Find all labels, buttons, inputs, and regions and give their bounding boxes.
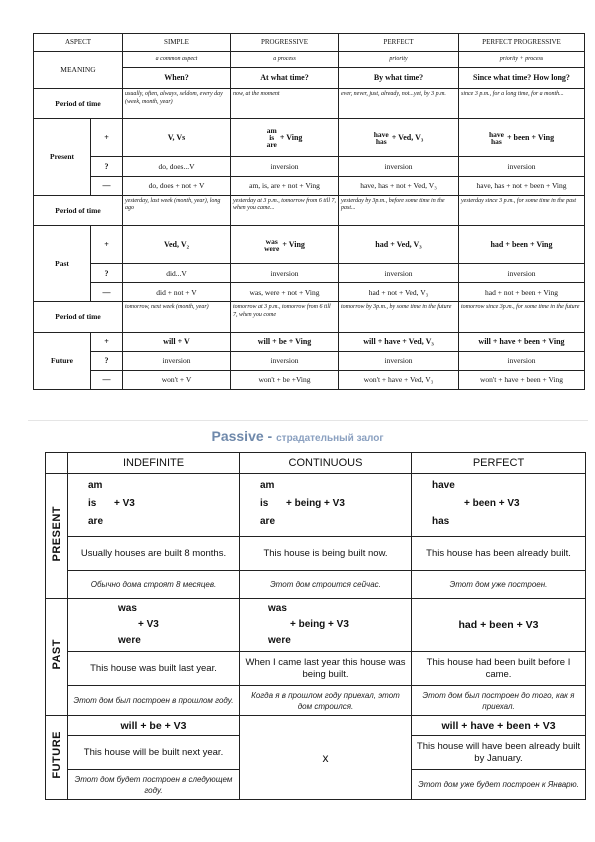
time-markers: yesterday by 3p.m., before some time in the past...: [339, 195, 459, 225]
question-form: inversion: [459, 264, 585, 283]
example-sentence: Usually houses are built 8 months.: [68, 537, 240, 571]
example-sentence: This house is being built now.: [240, 537, 412, 571]
future-perfect-formula: will + have + been + V3: [412, 716, 586, 736]
negative-form: won't + be +Ving: [231, 370, 339, 389]
negative-form: have, has + not + Ved, V₃: [339, 176, 459, 195]
header-continuous: CONTINUOUS: [240, 453, 412, 474]
tense-label-past: Past: [34, 225, 91, 301]
future-progressive-formula: will + be + Ving: [231, 332, 339, 351]
question-form: inversion: [339, 264, 459, 283]
example-sentence: This house will have been already built by January.: [412, 736, 586, 770]
corner-cell: [46, 453, 68, 474]
meaning-question: When?: [123, 67, 231, 88]
question-form: inversion: [459, 157, 585, 176]
meaning-question: By what time?: [339, 67, 459, 88]
negative-form: won't + V: [123, 370, 231, 389]
tense-label-future: FUTURE: [46, 716, 68, 800]
translation: Этот дом уже построен.: [412, 571, 586, 599]
negative-form: do, does + not + V: [123, 176, 231, 195]
header-perfect: PERFECT: [412, 453, 586, 474]
section-divider: [28, 420, 588, 421]
negative-form: was, were + not + Ving: [231, 283, 339, 302]
period-of-time-label: Period of time: [34, 195, 123, 225]
translation: Этот дом был построен до того, как я приехал.: [412, 686, 586, 716]
present-perfect-progressive-formula: have has + been + Ving: [459, 119, 585, 157]
example-sentence: When I came last year this house was being built.: [240, 652, 412, 686]
header-aspect: ASPECT: [34, 34, 123, 52]
header-perfect-progressive: PERFECT PROGRESSIVE: [459, 34, 585, 52]
sign-question: ?: [91, 351, 123, 370]
meaning-question: At what time?: [231, 67, 339, 88]
passive-title-en: Passive: [211, 428, 264, 444]
present-perfect-formula: have has + Ved, V₃: [339, 119, 459, 157]
past-simple-formula: Ved, V₂: [123, 225, 231, 263]
tense-label-future: Future: [34, 332, 91, 389]
time-markers: usually, often, always, seldom, every day (week, month, year): [123, 89, 231, 119]
past-indefinite-formula: was + V3 were: [68, 599, 240, 652]
meaning-question: Since what time? How long?: [459, 67, 585, 88]
sign-negative: —: [91, 176, 123, 195]
example-sentence: This house has been already built.: [412, 537, 586, 571]
question-form: inversion: [231, 157, 339, 176]
tense-label-present: PRESENT: [46, 474, 68, 599]
question-form: inversion: [231, 264, 339, 283]
header-simple: SIMPLE: [123, 34, 231, 52]
sign-affirmative: +: [91, 332, 123, 351]
passive-voice-table: [45, 452, 586, 800]
time-markers: tomorrow, next week (month, year): [123, 302, 231, 332]
past-perfect-formula: had + been + V3: [412, 599, 586, 652]
sign-affirmative: +: [91, 225, 123, 263]
translation: Обычно дома строят 8 месяцев.: [68, 571, 240, 599]
time-markers: ever, never, just, already, not...yet, by 3 p.m.: [339, 89, 459, 119]
sign-negative: —: [91, 370, 123, 389]
header-progressive: PROGRESSIVE: [231, 34, 339, 52]
question-form: did...V: [123, 264, 231, 283]
time-markers: since 3 p.m., for a long time, for a month...: [459, 89, 585, 119]
future-perfect-progressive-formula: will + have + been + Ving: [459, 332, 585, 351]
time-markers: yesterday at 3 p.m., tomorrow from 6 till 7, when you came...: [231, 195, 339, 225]
question-form: inversion: [339, 351, 459, 370]
meaning-label: MEANING: [34, 51, 123, 88]
meaning-note: priority + process: [459, 51, 585, 67]
translation: Этот дом будет построен в следующем году.: [68, 770, 240, 800]
time-markers: yesterday since 3 p.m., for some time in the past: [459, 195, 585, 225]
negative-form: did + not + V: [123, 283, 231, 302]
header-indefinite: INDEFINITE: [68, 453, 240, 474]
time-markers: yesterday, last week (month, year), long ago: [123, 195, 231, 225]
past-continuous-formula: was + being + V3 were: [240, 599, 412, 652]
active-tenses-table: [33, 33, 585, 390]
header-perfect: PERFECT: [339, 34, 459, 52]
question-form: inversion: [231, 351, 339, 370]
tense-label-past: PAST: [46, 599, 68, 716]
present-indefinite-formula: am is are + V3: [68, 474, 240, 537]
translation: Этот дом был построен в прошлом году.: [68, 686, 240, 716]
passive-title-separator: -: [263, 428, 277, 444]
sign-question: ?: [91, 157, 123, 176]
example-sentence: This house will be built next year.: [68, 736, 240, 770]
sign-affirmative: +: [91, 119, 123, 157]
present-perfect-formula: have has + been + V3: [412, 474, 586, 537]
future-indefinite-formula: will + be + V3: [68, 716, 240, 736]
negative-form: had + not + been + Ving: [459, 283, 585, 302]
time-markers: tomorrow by 3p.m., by some time in the future: [339, 302, 459, 332]
negative-form: won't + have + Ved, V₃: [339, 370, 459, 389]
negative-form: won't + have + been + Ving: [459, 370, 585, 389]
tense-label-present: Present: [34, 119, 91, 195]
future-perfect-formula: will + have + Ved, V₃: [339, 332, 459, 351]
past-perfect-progressive-formula: had + been + Ving: [459, 225, 585, 263]
passive-title-ru: страдательный залог: [276, 433, 384, 444]
present-continuous-formula: am is are + being + V3: [240, 474, 412, 537]
negative-form: had + not + Ved, V₃: [339, 283, 459, 302]
period-of-time-label: Period of time: [34, 89, 123, 119]
question-form: inversion: [459, 351, 585, 370]
future-simple-formula: will + V: [123, 332, 231, 351]
example-sentence: This house was built last year.: [68, 652, 240, 686]
past-progressive-formula: was were + Ving: [231, 225, 339, 263]
question-form: do, does...V: [123, 157, 231, 176]
meaning-note: a process: [231, 51, 339, 67]
sign-question: ?: [91, 264, 123, 283]
meaning-note: priority: [339, 51, 459, 67]
past-perfect-formula: had + Ved, V₃: [339, 225, 459, 263]
negative-form: have, has + not + been + Ving: [459, 176, 585, 195]
negative-form: am, is, are + not + Ving: [231, 176, 339, 195]
time-markers: now, at the moment: [231, 89, 339, 119]
period-of-time-label: Period of time: [34, 302, 123, 332]
translation: Этот дом строится сейчас.: [240, 571, 412, 599]
question-form: inversion: [339, 157, 459, 176]
meaning-note: a common aspect: [123, 51, 231, 67]
present-simple-formula: V, Vs: [123, 119, 231, 157]
sign-negative: —: [91, 283, 123, 302]
future-continuous-na: x: [240, 716, 412, 800]
present-progressive-formula: am is are + Ving: [231, 119, 339, 157]
question-form: inversion: [123, 351, 231, 370]
example-sentence: This house had been built before I came.: [412, 652, 586, 686]
passive-title: [0, 428, 595, 446]
translation: Этот дом уже будет построен к Январю.: [412, 770, 586, 800]
time-markers: tomorrow since 3p.m., for some time in the future: [459, 302, 585, 332]
translation: Когда я в прошлом году приехал, этот дом строился.: [240, 686, 412, 716]
time-markers: tomorrow at 3 p.m., tomorrow from 6 till 7, when you come: [231, 302, 339, 332]
